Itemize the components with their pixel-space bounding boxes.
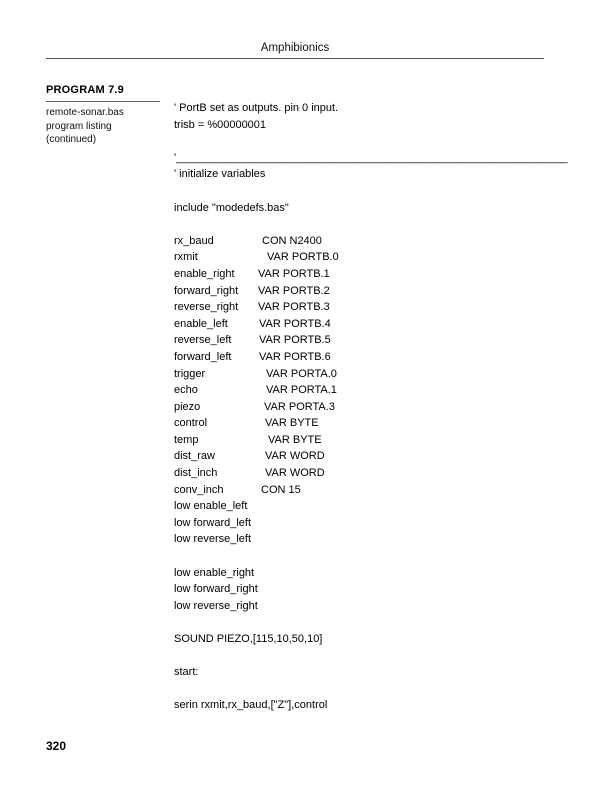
code-line — [174, 366, 544, 383]
code-line: serin rxmit,rx_baud,["Z"],control — [174, 699, 328, 712]
code-line — [174, 283, 544, 300]
code-identifier: forward_left — [174, 350, 232, 363]
code-line: trisb = %00000001 — [174, 118, 267, 131]
code-line — [174, 249, 544, 266]
program-label: PROGRAM 7.9 — [46, 84, 124, 96]
code-identifier: echo — [174, 384, 198, 397]
code-line — [174, 399, 544, 416]
code-line: low reverse_right — [174, 599, 258, 612]
code-declaration: VAR PORTB.3 — [258, 301, 330, 314]
code-line: ' initialize variables — [174, 168, 266, 181]
running-header: Amphibionics — [260, 42, 330, 54]
code-line — [174, 332, 544, 349]
code-declaration: CON N2400 — [262, 234, 322, 247]
code-line — [174, 299, 544, 316]
code-line: low enable_left — [174, 500, 248, 513]
code-line — [174, 316, 544, 333]
code-line: include "modedefs.bas" — [174, 201, 289, 214]
code-identifier: reverse_left — [174, 334, 232, 347]
code-declaration: VAR PORTB.4 — [259, 317, 331, 330]
code-line: low forward_right — [174, 583, 258, 596]
code-line — [174, 382, 544, 399]
code-line — [174, 465, 544, 482]
code-line — [174, 448, 544, 465]
code-identifier: control — [174, 417, 208, 430]
code-declaration: VAR PORTB.2 — [258, 284, 330, 297]
code-declaration: VAR PORTA.3 — [264, 400, 335, 413]
code-declaration: VAR WORD — [265, 467, 325, 480]
code-line — [174, 614, 544, 631]
code-line — [174, 349, 544, 366]
code-line — [174, 216, 544, 233]
code-declaration: VAR PORTB.0 — [267, 251, 339, 264]
code-line — [174, 482, 544, 499]
code-line — [174, 415, 544, 432]
code-identifier: enable_left — [174, 317, 228, 330]
code-declaration: VAR PORTB.5 — [259, 334, 331, 347]
code-line — [174, 133, 544, 150]
code-declaration: VAR PORTB.1 — [258, 267, 330, 280]
code-identifier: reverse_right — [174, 301, 239, 314]
caption-line: (continued) — [46, 134, 97, 145]
code-listing — [174, 100, 568, 714]
code-declaration: CON 15 — [261, 483, 301, 496]
code-identifier: forward_right — [174, 284, 239, 297]
caption-line: remote-sonar.bas — [46, 107, 124, 118]
code-line: low forward_left — [174, 516, 252, 529]
code-identifier: dist_raw — [174, 450, 215, 463]
program-caption — [46, 106, 160, 147]
sidebar-divider — [46, 101, 160, 102]
code-line — [174, 548, 544, 565]
code-line: SOUND PIEZO,[115,10,50,10] — [174, 633, 323, 645]
code-line — [174, 648, 544, 665]
code-declaration: VAR WORD — [265, 450, 325, 463]
caption-line: program listing — [46, 120, 112, 132]
code-line — [174, 681, 544, 698]
code-declaration: VAR PORTA.1 — [266, 384, 337, 397]
code-declaration: VAR BYTE — [268, 433, 322, 446]
page-number: 320 — [46, 739, 67, 753]
code-identifier: conv_inch — [174, 483, 224, 496]
code-identifier: piezo — [174, 400, 201, 413]
code-declaration: VAR PORTA.0 — [266, 367, 337, 380]
code-line: start: — [174, 666, 199, 679]
code-line: '________________________________________________________________ — [174, 151, 568, 164]
code-line — [174, 233, 544, 250]
code-identifier: rxmit — [174, 251, 198, 264]
program-sidebar — [46, 84, 160, 147]
code-declaration: VAR PORTB.6 — [259, 350, 331, 363]
code-identifier: dist_inch — [174, 467, 218, 480]
code-line: low reverse_left — [174, 533, 252, 546]
code-identifier: temp — [174, 433, 199, 446]
code-line — [174, 432, 544, 449]
code-identifier: rx_baud — [174, 234, 214, 247]
code-identifier: enable_right — [174, 267, 235, 280]
code-line: low enable_right — [174, 566, 255, 579]
code-line — [174, 183, 544, 200]
code-line — [174, 266, 544, 283]
code-line: ' PortB set as outputs. pin 0 input. — [174, 102, 339, 114]
code-identifier: trigger — [174, 367, 206, 380]
code-declaration: VAR BYTE — [265, 417, 319, 430]
header-divider — [46, 58, 544, 59]
